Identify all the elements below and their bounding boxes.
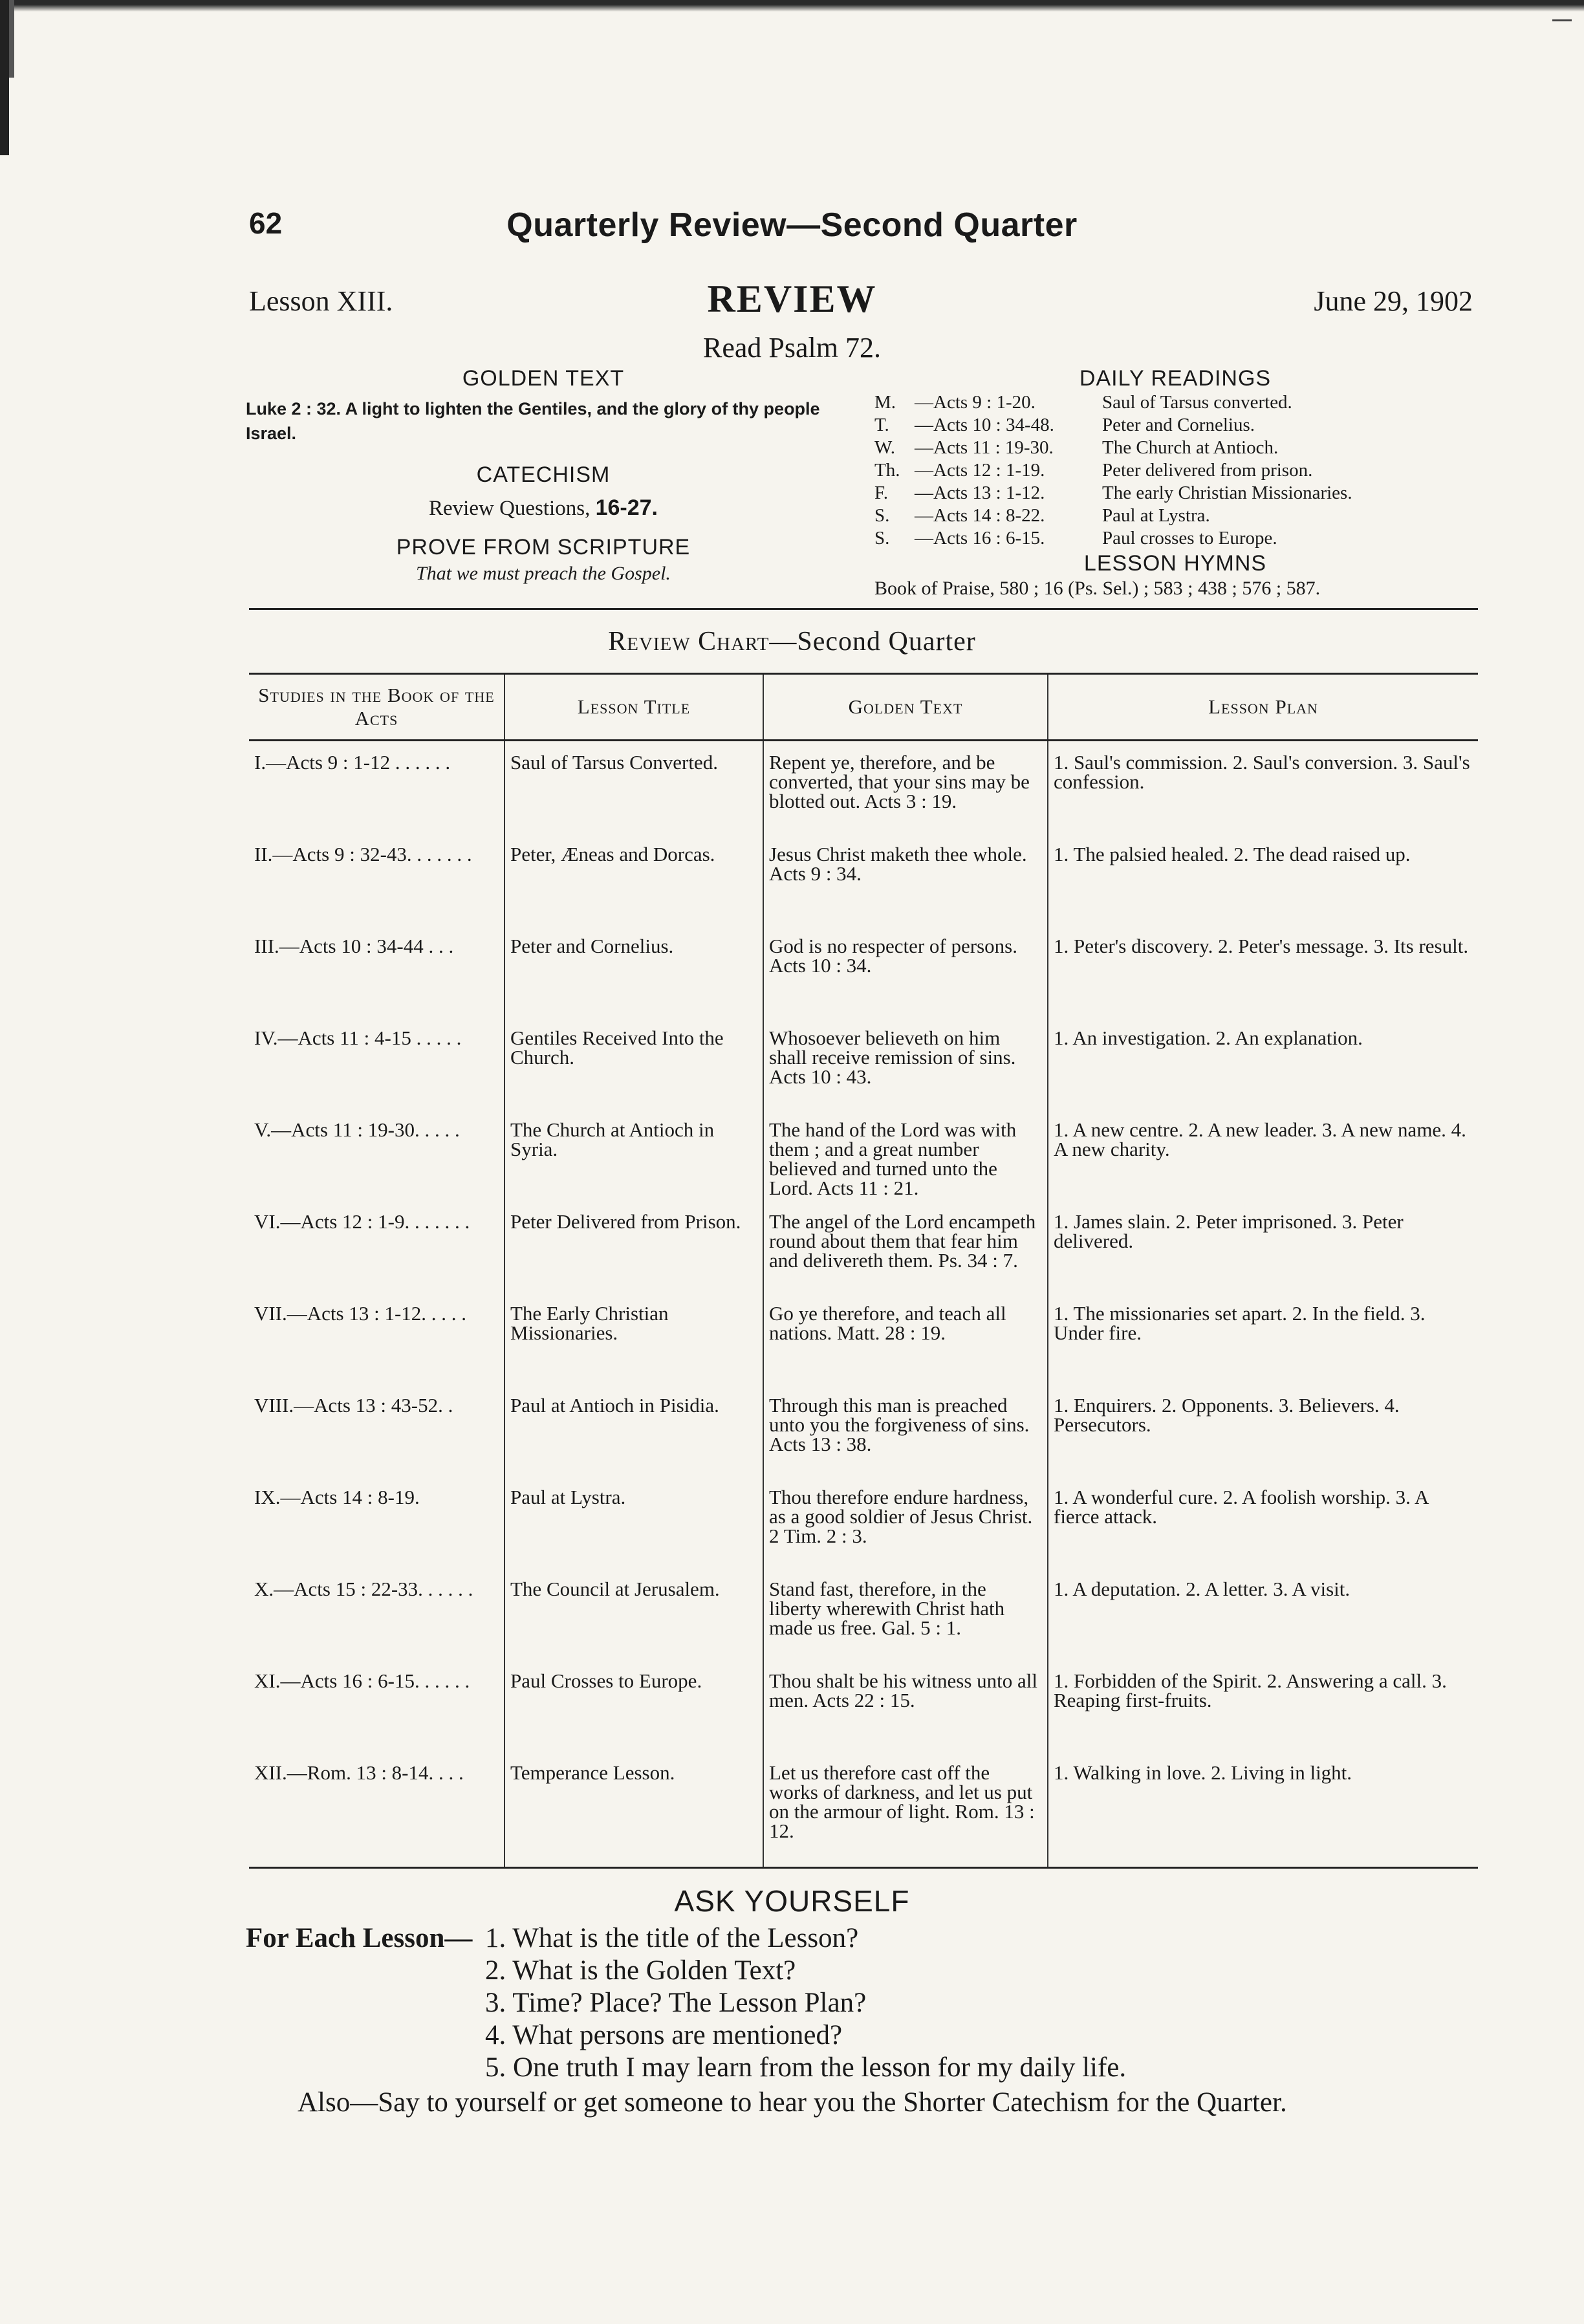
lesson-hymns-text: Book of Praise, 580 ; 16 (Ps. Sel.) ; 583 ; 438 ; 576 ; 587.: [874, 578, 1321, 599]
chart-title: [0, 626, 1584, 657]
page-number: 62: [249, 206, 283, 240]
cell-golden: Through this man is preached unto you the forgiveness of sins. Acts 13 : 38.: [763, 1384, 1048, 1476]
reading-desc: Peter delivered from prison.: [1102, 460, 1313, 481]
cell-plan: 1. James slain. 2. Peter imprisoned. 3. Peter delivered.: [1048, 1200, 1478, 1292]
cell-study: X.—Acts 15 : 22-33. . . . . .: [254, 1578, 473, 1600]
reading-ref: —Acts 13 : 1-12.: [915, 483, 1045, 503]
cell-golden: The angel of the Lord encampeth round about them that fear him and delivereth them. Ps. 34 : 7.: [763, 1200, 1048, 1292]
cell-plan: 1. A wonderful cure. 2. A foolish worship. 3. A fierce attack.: [1048, 1476, 1478, 1568]
prove-heading: PROVE FROM SCRIPTURE: [396, 535, 691, 559]
cell-golden: God is no respecter of persons. Acts 10 : 34.: [763, 925, 1048, 1017]
ask-prefix: For Each Lesson—: [246, 1923, 473, 1953]
daily-reading: [874, 459, 1476, 482]
reading-day: F.: [874, 483, 889, 503]
reading-ref: —Acts 11 : 19-30.: [915, 437, 1054, 458]
golden-text: Luke 2 : 32. A light to lighten the Gentiles, and the glory of thy people Israel.: [246, 399, 820, 443]
cell-golden: Let us therefore cast off the works of darkness, and let us put on the armour of light. Rom. 13 : 12.: [763, 1752, 1048, 1868]
scan-edge-left-shadow: [9, 0, 14, 78]
reading-day: Th.: [874, 460, 900, 481]
reading-ref: —Acts 12 : 1-19.: [915, 460, 1045, 481]
reading-ref: —Acts 10 : 34-48.: [915, 415, 1054, 435]
reading-desc: Saul of Tarsus converted.: [1102, 392, 1292, 413]
reading-desc: Peter and Cornelius.: [1102, 415, 1255, 435]
table-row: [249, 741, 1478, 834]
cell-title: Peter, Æneas and Dorcas.: [504, 833, 763, 925]
ask-item-text: 4. What persons are mentioned?: [485, 2020, 843, 2050]
cell-golden: The hand of the Lord was with them ; and a great number believed and turned unto the Lord. Acts 11 : 21.: [763, 1109, 1048, 1200]
cell-title: The Council at Jerusalem.: [504, 1568, 763, 1660]
cell-study: II.—Acts 9 : 32-43. . . . . . .: [254, 843, 472, 865]
table-row: [249, 1476, 1478, 1568]
table-row: [249, 1017, 1478, 1109]
cell-title: Gentiles Received Into the Church.: [504, 1017, 763, 1109]
table-row: [249, 1384, 1478, 1476]
cell-plan: 1. The palsied healed. 2. The dead raised up.: [1048, 833, 1478, 925]
lesson-number: Lesson XIII.: [249, 285, 393, 317]
table-row: [249, 1200, 1478, 1292]
cell-title: The Early Christian Missionaries.: [504, 1292, 763, 1384]
ask-item: [246, 1987, 1475, 2019]
ask-item-text: 5. One truth I may learn from the lesson for my daily life.: [485, 2052, 1127, 2083]
table-header-row: [249, 674, 1478, 741]
cell-title: Temperance Lesson.: [504, 1752, 763, 1868]
table-row: [249, 1752, 1478, 1868]
table-row: [249, 833, 1478, 925]
ask-item: [246, 2019, 1475, 2052]
divider-rule: [249, 608, 1478, 610]
header-lesson-title: Lesson Title: [504, 674, 763, 741]
daily-reading: [874, 505, 1476, 527]
header-golden-text: Golden Text: [763, 674, 1048, 741]
chart-title-suffix: —Second Quarter: [769, 627, 976, 657]
cell-title: The Church at Antioch in Syria.: [504, 1109, 763, 1200]
daily-reading: [874, 437, 1476, 459]
table-row: [249, 1292, 1478, 1384]
review-chart-table: [249, 673, 1478, 1869]
ask-yourself-list: [246, 1922, 1475, 2084]
cell-golden: Thou shalt be his witness unto all men. Acts 22 : 15.: [763, 1660, 1048, 1752]
cell-golden: Jesus Christ maketh thee whole. Acts 9 : 34.: [763, 833, 1048, 925]
lesson-hymns-heading: LESSON HYMNS: [1083, 551, 1267, 576]
reading-desc: Paul crosses to Europe.: [1102, 528, 1277, 548]
daily-reading: [874, 414, 1476, 437]
cell-plan: 1. An investigation. 2. An explanation.: [1048, 1017, 1478, 1109]
running-head: Quarterly Review—Second Quarter: [506, 206, 1078, 244]
cell-golden: Go ye therefore, and teach all nations. Matt. 28 : 19.: [763, 1292, 1048, 1384]
table-row: [249, 1568, 1478, 1660]
lesson-title: REVIEW: [707, 277, 877, 320]
ask-item: [246, 1922, 1475, 1955]
catechism-heading: CATECHISM: [476, 462, 611, 487]
cell-golden: Thou therefore endure hardness, as a good soldier of Jesus Christ. 2 Tim. 2 : 3.: [763, 1476, 1048, 1568]
reading-day: M.: [874, 392, 896, 413]
left-column: [246, 366, 841, 585]
daily-reading: [874, 482, 1476, 505]
reading-ref: —Acts 14 : 8-22.: [915, 505, 1045, 526]
cell-plan: 1. A new centre. 2. A new leader. 3. A new name. 4. A new charity.: [1048, 1109, 1478, 1200]
daily-reading: [874, 527, 1476, 550]
header-lesson-plan: Lesson Plan: [1048, 674, 1478, 741]
cell-study: VI.—Acts 12 : 1-9. . . . . . .: [254, 1210, 470, 1233]
cell-study: I.—Acts 9 : 1-12 . . . . . .: [254, 751, 451, 774]
daily-readings-heading: DAILY READINGS: [1079, 366, 1272, 391]
scan-edge-top: [0, 0, 1584, 12]
reading-day: W.: [874, 437, 895, 458]
prove-text: That we must preach the Gospel.: [416, 563, 671, 584]
ask-yourself-heading: ASK YOURSELF: [674, 1884, 910, 1918]
scan-mark: [1552, 19, 1572, 21]
table-row: [249, 925, 1478, 1017]
cell-plan: 1. Walking in love. 2. Living in light.: [1048, 1752, 1478, 1868]
golden-text-heading: GOLDEN TEXT: [462, 366, 625, 391]
ask-item: [246, 2052, 1475, 2084]
cell-plan: 1. Saul's commission. 2. Saul's conversion. 3. Saul's confession.: [1048, 741, 1478, 834]
reading-ref: —Acts 9 : 1-20.: [915, 392, 1036, 413]
catechism-text: [246, 495, 841, 521]
cell-plan: 1. Forbidden of the Spirit. 2. Answering a call. 3. Reaping first-fruits.: [1048, 1660, 1478, 1752]
read-psalm: Read Psalm 72.: [703, 332, 881, 364]
cell-study: VII.—Acts 13 : 1-12. . . . .: [254, 1302, 467, 1325]
header-studies: Studies in the Book of the Acts: [249, 674, 504, 741]
reading-desc: Paul at Lystra.: [1102, 505, 1210, 526]
reading-desc: The Church at Antioch.: [1102, 437, 1279, 458]
cell-title: Saul of Tarsus Converted.: [504, 741, 763, 834]
cell-study: IV.—Acts 11 : 4-15 . . . . .: [254, 1026, 462, 1049]
daily-readings-list: [874, 391, 1476, 550]
also-note: Also—Say to yourself or get someone to hear you the Shorter Catechism for the Quarter.: [298, 2087, 1287, 2118]
cell-golden: Repent ye, therefore, and be converted, that your sins may be blotted out. Acts 3 : 19.: [763, 741, 1048, 834]
ask-item: [246, 1955, 1475, 1987]
catechism-range: 16-27.: [595, 495, 658, 520]
cell-study: XI.—Acts 16 : 6-15. . . . . .: [254, 1669, 470, 1692]
cell-golden: Stand fast, therefore, in the liberty wherewith Christ hath made us free. Gal. 5 : 1.: [763, 1568, 1048, 1660]
reading-desc: The early Christian Missionaries.: [1102, 483, 1352, 503]
cell-title: Paul Crosses to Europe.: [504, 1660, 763, 1752]
reading-day: S.: [874, 528, 890, 548]
ask-item-text: 1. What is the title of the Lesson?: [485, 1923, 859, 1953]
cell-plan: 1. Enquirers. 2. Opponents. 3. Believers. 4. Persecutors.: [1048, 1384, 1478, 1476]
ask-item-text: 2. What is the Golden Text?: [485, 1955, 796, 1986]
table-row: [249, 1660, 1478, 1752]
right-column: [874, 366, 1476, 600]
cell-study: III.—Acts 10 : 34-44 . . .: [254, 935, 454, 957]
reading-day: S.: [874, 505, 890, 526]
cell-golden: Whosoever believeth on him shall receive remission of sins. Acts 10 : 43.: [763, 1017, 1048, 1109]
cell-title: Peter Delivered from Prison.: [504, 1200, 763, 1292]
cell-title: Paul at Antioch in Pisidia.: [504, 1384, 763, 1476]
catechism-label: Review Questions,: [429, 497, 591, 520]
daily-reading: [874, 391, 1476, 414]
cell-title: Peter and Cornelius.: [504, 925, 763, 1017]
cell-study: XII.—Rom. 13 : 8-14. . . .: [249, 1752, 504, 1868]
lesson-date: June 29, 1902: [1314, 285, 1473, 317]
scan-edge-left: [0, 0, 9, 155]
cell-plan: 1. Peter's discovery. 2. Peter's message. 3. Its result.: [1048, 925, 1478, 1017]
chart-title-prefix: Review Chart: [608, 627, 770, 657]
cell-title: Paul at Lystra.: [504, 1476, 763, 1568]
cell-plan: 1. A deputation. 2. A letter. 3. A visit.: [1048, 1568, 1478, 1660]
cell-plan: 1. The missionaries set apart. 2. In the field. 3. Under fire.: [1048, 1292, 1478, 1384]
cell-study: VIII.—Acts 13 : 43-52. .: [254, 1394, 453, 1417]
table-row: [249, 1109, 1478, 1200]
cell-study: IX.—Acts 14 : 8-19.: [254, 1486, 420, 1508]
reading-day: T.: [874, 415, 889, 435]
cell-study: V.—Acts 11 : 19-30. . . . .: [254, 1118, 460, 1141]
reading-ref: —Acts 16 : 6-15.: [915, 528, 1045, 548]
ask-item-text: 3. Time? Place? The Lesson Plan?: [485, 1988, 867, 2018]
